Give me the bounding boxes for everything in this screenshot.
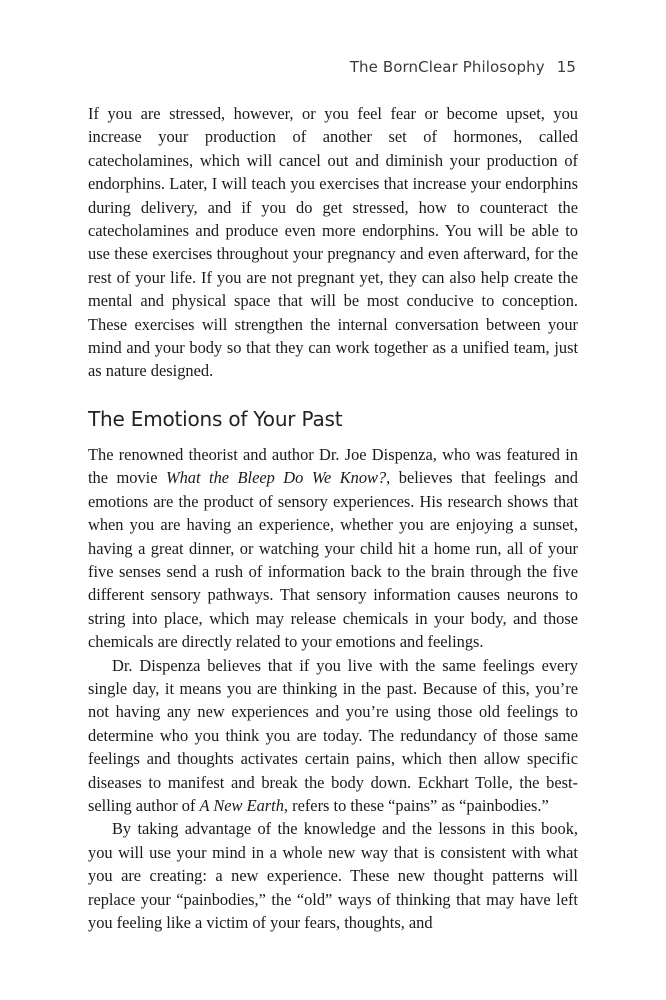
paragraph-3-text-end: , refers to these “pains” as “painbodies.” xyxy=(283,795,549,815)
running-head xyxy=(350,58,576,76)
paragraph-1: If you are stressed, however, or you feel fear or become upset, you increase your production of another set of hormones, called catecholamines, which will cancel out and diminish your production of endorphins. Later, I will teach you exercises that increase your endorphins during delivery, and if you do get stressed, how to counteract the catecholamines and produce even more endorphins. You will be able to use these exercises throughout your pregnancy and even afterward, for the rest of your life. If you are not pregnant yet, they can also help create the mental and physical space that will be most conducive to conception. These exercises will strengthen the internal conversation between your mind and your body so that they can work together as a unified team, just as nature designed. xyxy=(88,104,578,381)
paragraph-2-text-start: The renowned theorist and author Dr. Joe Dispenza, who was featured in the movie xyxy=(88,444,578,488)
paragraph-3-text-start: Dr. Dispenza believes that if you live with the same feelings every single day, it means you are thinking in the past. Because of this, you’re not having any new experiences and you’re using those old feelings to determine who you think you are today. The redundancy of those same feelings and thoughts activates certain pains, which then allow specific diseases to manifest and break the body down. Eckhart Tolle, the best-selling author of xyxy=(88,655,578,815)
running-head-title: The BornClear Philosophy xyxy=(349,58,545,76)
paragraph-4: By taking advantage of the knowledge and the lessons in this book, you will use your mind in a whole new way that is consistent with what you are creating: a new experience. These new thought patterns will replace your “painbodies,” the “old” ways of thinking that may have left you feeling like a victim of your fears, thoughts, and xyxy=(88,819,578,932)
paragraph-3 xyxy=(88,654,578,818)
film-title: What the Bleep Do We Know? xyxy=(165,468,387,488)
paragraph-2 xyxy=(88,443,578,654)
book-title: A New Earth xyxy=(199,795,284,815)
paragraph-2-text-end: , believes that feelings and emotions are the product of sensory experiences. His research shows that when you are having an experience, whether you are enjoying a sunset, having a great dinner, or watching your child hit a home run, all of your five senses send a rush of information back to the brain through the five different sensory pathways. That sensory information causes neurons to string into place, which may release chemicals in your body, and those chemicals are directly related to your emotions and feelings. xyxy=(88,468,578,652)
section-heading: The Emotions of Your Past xyxy=(88,406,343,431)
page-number: 15 xyxy=(556,58,576,76)
body-text xyxy=(88,102,578,934)
